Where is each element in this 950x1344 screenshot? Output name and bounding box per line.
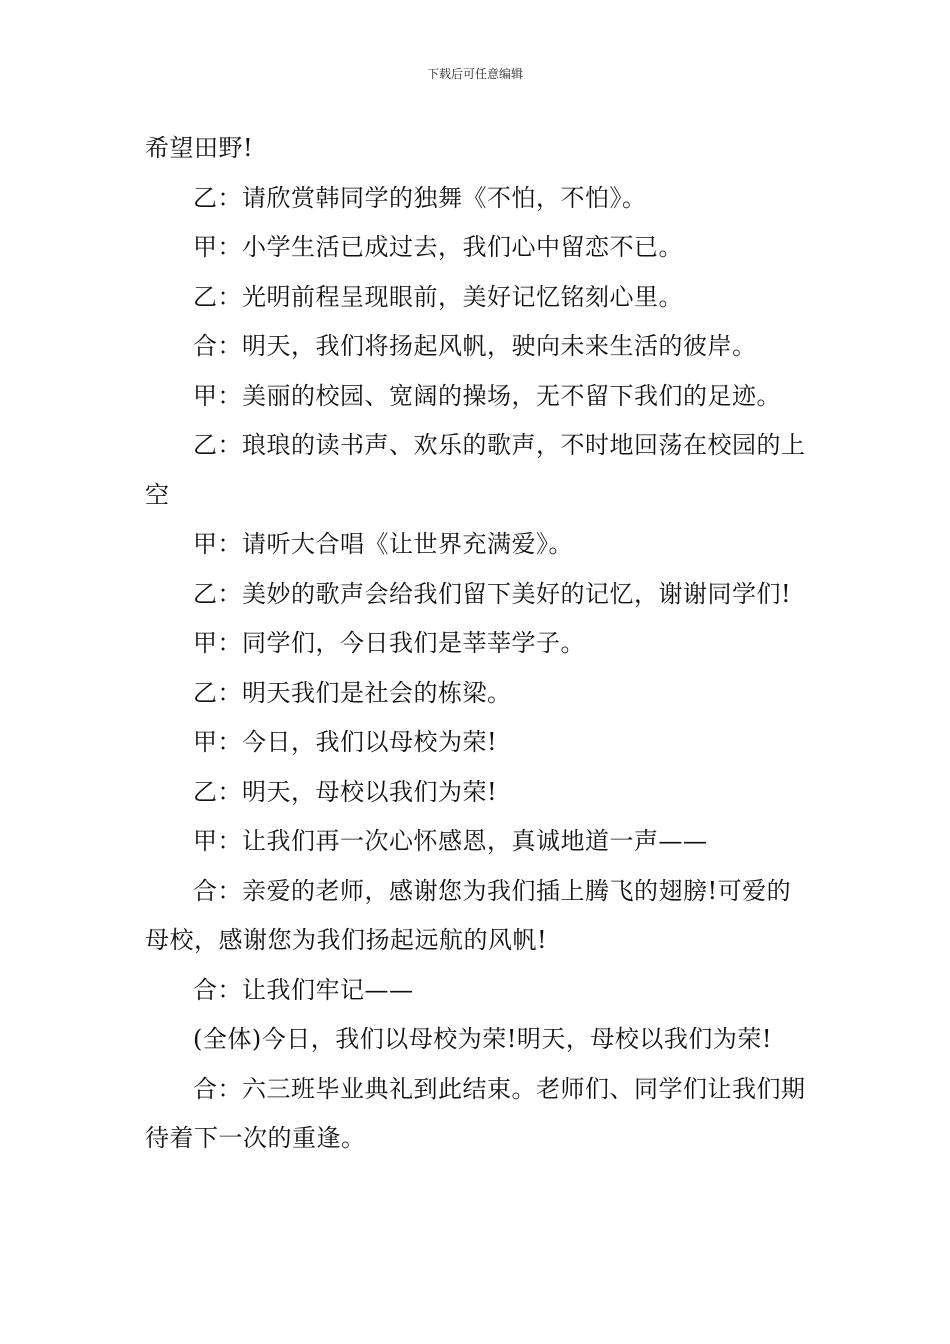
paragraph: 乙：请欣赏韩同学的独舞《不怕，不怕》。 bbox=[193, 183, 647, 212]
paragraph: 合：六三班毕业典礼到此结束。老师们、同学们让我们期待着下一次的重逢。 bbox=[145, 1074, 806, 1152]
paragraph: 甲：让我们再一次心怀感恩，真诚地道一声—— bbox=[193, 827, 708, 855]
paragraph: 乙：明天我们是社会的栋梁。 bbox=[193, 678, 512, 707]
paragraph: 乙：明天，母校以我们为荣! bbox=[193, 777, 498, 806]
page-header: 下载后可任意编辑 bbox=[426, 67, 523, 81]
paragraph: 甲：今日，我们以母校为荣! bbox=[193, 728, 498, 756]
document-body bbox=[145, 124, 810, 1164]
paragraph: 合：明天，我们将扬起风帆，驶向未来生活的彼岸。 bbox=[193, 332, 757, 360]
paragraph: 希望田野! bbox=[145, 134, 254, 162]
paragraph: 甲：美丽的校园、宽阔的操场，无不留下我们的足迹。 bbox=[193, 381, 781, 410]
paragraph: (全体)今日，我们以母校为荣!明天，母校以我们为荣! bbox=[193, 1025, 773, 1053]
paragraph: 乙：琅琅的读书声、欢乐的歌声，不时地回荡在校园的上空 bbox=[145, 431, 806, 509]
paragraph: 甲：请听大合唱《让世界充满爱》。 bbox=[193, 530, 573, 558]
paragraph: 乙：光明前程呈现眼前，美好记忆铭刻心里。 bbox=[193, 282, 683, 311]
paragraph: 合：让我们牢记—— bbox=[193, 975, 414, 1004]
paragraph: 合：亲爱的老师，感谢您为我们插上腾飞的翅膀!可爱的母校，感谢您为我们扬起远航的风帆! bbox=[145, 876, 792, 954]
paragraph: 乙：美妙的歌声会给我们留下美好的记忆，谢谢同学们! bbox=[193, 579, 792, 608]
paragraph: 甲：小学生活已成过去，我们心中留恋不已。 bbox=[193, 233, 683, 261]
paragraph: 甲：同学们，今日我们是莘莘学子。 bbox=[193, 629, 585, 657]
